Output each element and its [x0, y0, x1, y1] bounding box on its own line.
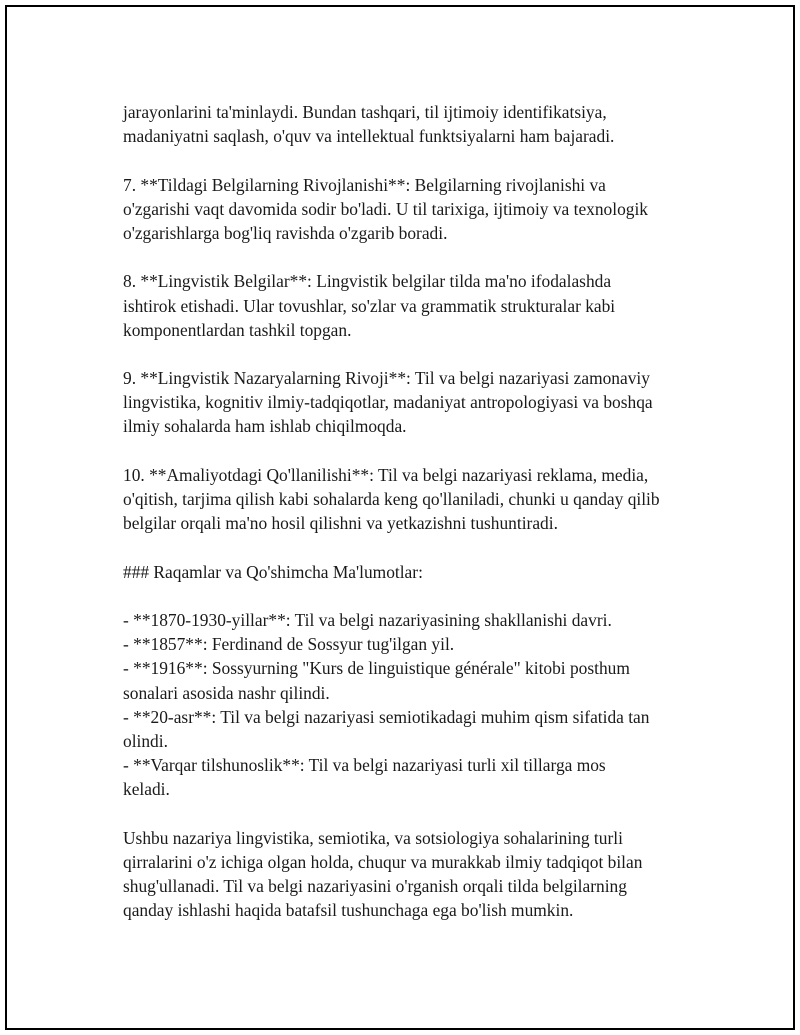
text-line: komponentlardan tashkil topgan. [123, 319, 352, 340]
list-line: keladi. [123, 779, 170, 800]
list-line: - **1857**: Ferdinand de Sossyur tug'ilgan yil. [123, 634, 455, 655]
text-line: ishtirok etishadi. Ular tovushlar, so'zlar va grammatik strukturalar kabi [123, 295, 616, 316]
text-line: o'zgarishi vaqt davomida sodir bo'ladi. U til tarixiga, ijtimoiy va texnologik [123, 198, 648, 219]
text-line: qanday ishlashi haqida batafsil tushunchaga ega bo'lish mumkin. [123, 900, 574, 921]
list-line: - **1870-1930-yillar**: Til va belgi nazariyasining shakllanishi davri. [123, 609, 612, 630]
list-line: - **1916**: Sossyurning "Kurs de linguistique générale" kitobi posthum [123, 658, 630, 679]
paragraph-conclusion [123, 826, 713, 923]
document-body [123, 100, 713, 922]
text-line: 7. **Tildagi Belgilarning Rivojlanishi**: Belgilarning rivojlanishi va [123, 174, 606, 195]
text-line: Ushbu nazariya lingvistika, semiotika, va sotsiologiya sohalarining turli [123, 827, 623, 848]
page-frame [5, 5, 795, 1030]
list-line: - **Varqar tilshunoslik**: Til va belgi nazariyasi turli xil tillarga mos [123, 755, 606, 776]
text-line: qirralarini o'z ichiga olgan holda, chuqur va murakkab ilmiy tadqiqot bilan [123, 851, 643, 872]
text-line: ilmiy sohalarda ham ishlab chiqilmoqda. [123, 416, 407, 437]
list-line: sonalari asosida nashr qilindi. [123, 682, 330, 703]
bullet-list [123, 608, 713, 802]
paragraph-item-10 [123, 463, 713, 536]
text-line: 8. **Lingvistik Belgilar**: Lingvistik belgilar tilda ma'no ifodalashda [123, 271, 612, 292]
text-line: o'zgarishlarga bog'liq ravishda o'zgarib boradi. [123, 222, 448, 243]
text-line: madaniyatni saqlash, o'quv va intellektual funktsiyalarni ham bajaradi. [123, 126, 615, 147]
paragraph-item-7 [123, 173, 713, 246]
text-line: shug'ullanadi. Til va belgi nazariyasini o'rganish orqali tilda belgilarning [123, 876, 627, 896]
text-line: 9. **Lingvistik Nazaryalarning Rivoji**: Til va belgi nazariyasi zamonaviy [123, 368, 650, 389]
list-line: - **20-asr**: Til va belgi nazariyasi semiotikadagi muhim qism sifatida tan [123, 706, 650, 727]
text-line: o'qitish, tarjima qilish kabi sohalarda keng qo'llaniladi, chunki u qanday qilib [123, 489, 660, 509]
text-line: jarayonlarini ta'minlaydi. Bundan tashqari, til ijtimoiy identifikatsiya, [123, 102, 607, 122]
paragraph-item-9 [123, 366, 713, 439]
list-line: olindi. [123, 730, 168, 751]
text-line: belgilar orqali ma'no hosil qilishni va yetkazishni tushuntiradi. [123, 513, 558, 534]
section-heading [123, 560, 713, 584]
text-line: 10. **Amaliyotdagi Qo'llanilishi**: Til va belgi nazariyasi reklama, media, [123, 464, 649, 485]
text-line: lingvistika, kognitiv ilmiy-tadqiqotlar, madaniyat antropologiyasi va boshqa [123, 392, 653, 413]
paragraph-item-8 [123, 269, 713, 342]
heading-line: ### Raqamlar va Qo'shimcha Ma'lumotlar: [123, 561, 423, 582]
paragraph-intro-continuation [123, 100, 713, 148]
